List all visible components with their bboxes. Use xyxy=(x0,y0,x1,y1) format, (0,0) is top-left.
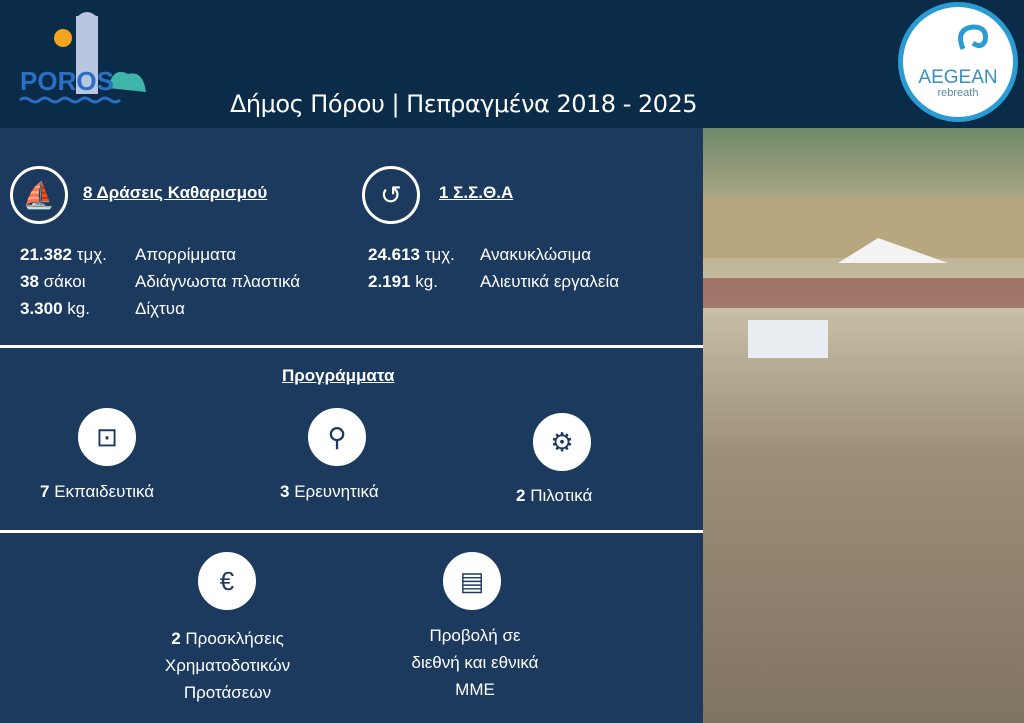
ssta-stat-row: 24.613 τμχ. xyxy=(368,245,455,264)
cleanup-stat-label: Αδιάγνωστα πλαστικά xyxy=(135,272,301,291)
program-research: 3 Ερευνητικά xyxy=(280,482,379,501)
poros-logo xyxy=(18,8,153,108)
page-title: Δήμος Πόρου | Πεπραγμένα 2018 - 2025 xyxy=(230,90,698,118)
euro-hand-icon: € xyxy=(198,552,256,610)
recycle-wave-icon: ↺ xyxy=(362,166,420,224)
programs-heading: Προγράμματα xyxy=(282,366,395,385)
cleanup-net-icon: ⛵ xyxy=(10,166,68,224)
ssta-heading: 1 Σ.Σ.Θ.Α xyxy=(439,183,514,202)
header xyxy=(0,0,1024,128)
divider xyxy=(0,345,703,348)
media-coverage-label: Προβολή σε διεθνή και εθνικά ΜΜΕ xyxy=(411,626,539,699)
wave-icon xyxy=(953,19,993,59)
divider xyxy=(0,530,703,533)
ssta-stat-row: 2.191 kg. xyxy=(368,272,438,291)
cleanup-stat-row: 38 σάκοι xyxy=(20,272,86,291)
program-educational: 7 Εκπαιδευτικά xyxy=(40,482,155,501)
ssta-stat-label: Ανακυκλώσιμα xyxy=(480,245,592,264)
program-pilot: 2 Πιλοτικά xyxy=(516,486,593,505)
ssta-stat-label: Αλιευτικά εργαλεία xyxy=(480,272,620,291)
funding-calls-label: 2 Προσκλήσεις Χρηματοδοτικών Προτάσεων xyxy=(164,629,291,702)
gear-bulb-icon: ⚙ xyxy=(533,413,591,471)
svg-text:POROS: POROS xyxy=(20,66,114,96)
cleanup-stat-label: Δίχτυα xyxy=(135,299,185,318)
cleanup-photo xyxy=(703,128,1024,723)
cleanup-stat-row: 21.382 τμχ. xyxy=(20,245,107,264)
news-monitor-icon: ▤ xyxy=(443,552,501,610)
teacher-board-icon: ⊡ xyxy=(78,408,136,466)
magnifier-icon: ⚲ xyxy=(308,408,366,466)
aegean-rebreath-logo: AEGEAN rebreath xyxy=(898,2,1018,122)
cleanups-heading: 8 Δράσεις Καθαρισμού xyxy=(83,183,268,202)
cleanup-stat-row: 3.300 kg. xyxy=(20,299,90,318)
cleanup-stat-label: Απορρίμματα xyxy=(135,245,237,264)
